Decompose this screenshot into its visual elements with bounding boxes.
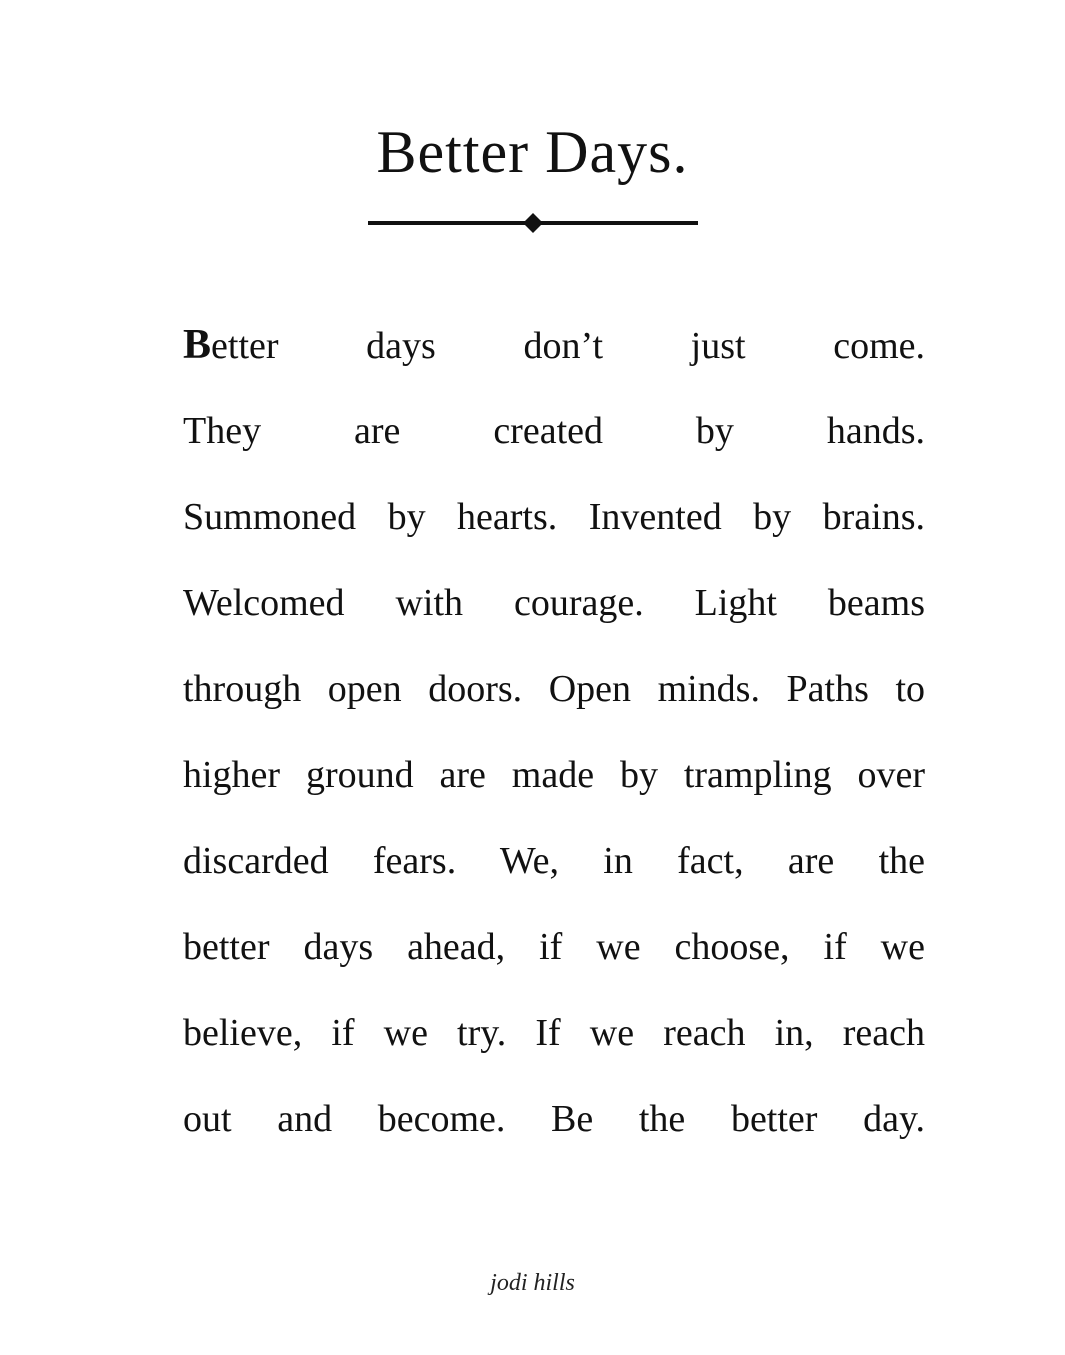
poem-line: Summoned by hearts. Invented by brains. [183,496,925,538]
poem-line [183,302,925,388]
poem-line: believe, if we try. If we reach in, reach [183,1012,925,1054]
author-signature: jodi hills [490,1270,575,1296]
poem-body [183,302,925,1162]
poem-line: They are created by hands. [183,410,925,452]
poem-line: higher ground are made by trampling over [183,754,925,796]
divider-diamond-icon [368,210,698,236]
poem-line: out and become. Be the better day. [183,1098,925,1140]
poem-line: Welcomed with courage. Light beams [183,582,925,624]
page-title: Better Days. [376,119,689,185]
poem-line: discarded fears. We, in fact, are the [183,840,925,882]
poem-line: better days ahead, if we choose, if we [183,926,925,968]
drop-cap: B [183,322,212,368]
poem-line: through open doors. Open minds. Paths to [183,668,925,710]
poem-line-text: etter days don’t just come. [211,325,925,367]
